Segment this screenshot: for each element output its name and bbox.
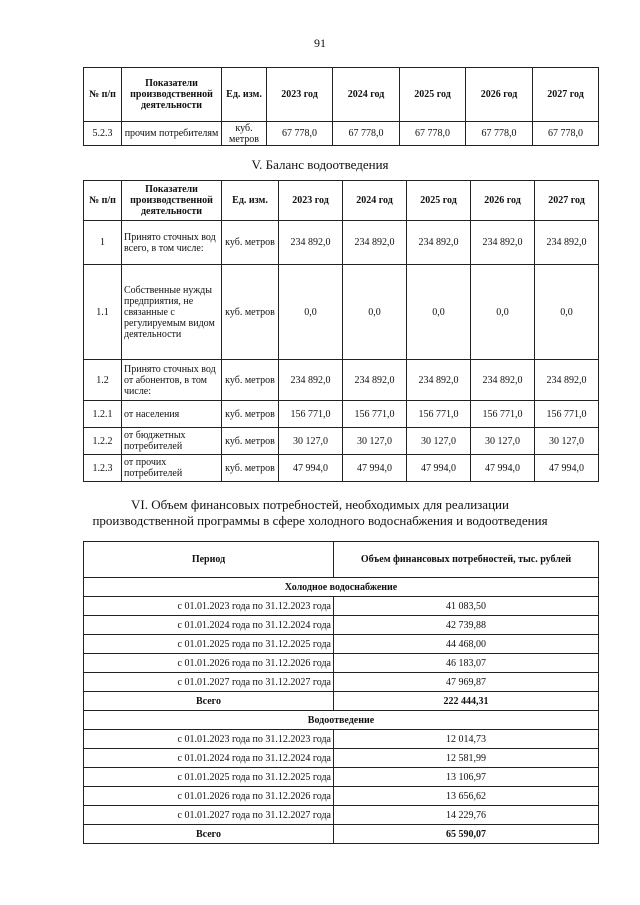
- col-header-2024: 2024 год: [343, 181, 407, 221]
- row-period: с 01.01.2024 года по 31.12.2024 года: [84, 616, 334, 635]
- col-header-2027: 2027 год: [533, 68, 599, 122]
- row-value-2024: 234 892,0: [343, 360, 407, 401]
- section-title-wastewater-balance: V. Баланс водоотведения: [251, 157, 389, 172]
- col-header-unit: Ед. изм.: [222, 181, 279, 221]
- row-value-2027: 156 771,0: [535, 401, 599, 428]
- row-value-2025: 234 892,0: [407, 221, 471, 265]
- row-value-2023: 156 771,0: [279, 401, 343, 428]
- col-header-2026: 2026 год: [471, 181, 535, 221]
- row-value-2023: 47 994,0: [279, 455, 343, 482]
- row-indicator: Собственные нужды предприятия, не связанные с регулируемым видом деятельности: [122, 265, 222, 360]
- table-row: [84, 730, 599, 749]
- col-header-number: № п/п: [84, 68, 122, 122]
- water-supply-balance-table-continued: [83, 67, 599, 146]
- row-value-2027: 234 892,0: [535, 360, 599, 401]
- row-value-2024: 0,0: [343, 265, 407, 360]
- row-number: 1: [84, 221, 122, 265]
- table-row: [84, 616, 599, 635]
- table-row: [84, 401, 599, 428]
- table-row: [84, 360, 599, 401]
- col-header-2024: 2024 год: [333, 68, 400, 122]
- table-row: [84, 806, 599, 825]
- col-header-indicator: Показатели производственной деятельности: [122, 68, 222, 122]
- row-unit: куб. метров: [222, 122, 267, 146]
- row-value: 42 739,88: [334, 616, 599, 635]
- row-period: с 01.01.2025 года по 31.12.2025 года: [84, 768, 334, 787]
- table-header-row: [84, 181, 599, 221]
- row-value-2025: 156 771,0: [407, 401, 471, 428]
- table-row: [84, 221, 599, 265]
- group-header-row: [84, 578, 599, 597]
- row-value: 47 969,87: [334, 673, 599, 692]
- row-value: 12 014,73: [334, 730, 599, 749]
- row-value-2025: 67 778,0: [400, 122, 466, 146]
- row-number: 1.2.2: [84, 428, 122, 455]
- row-period: с 01.01.2027 года по 31.12.2027 года: [84, 806, 334, 825]
- total-value: 222 444,31: [334, 692, 599, 711]
- group-header-row: [84, 711, 599, 730]
- row-value-2026: 30 127,0: [471, 428, 535, 455]
- page-number: 91: [314, 36, 326, 50]
- table-row: [84, 455, 599, 482]
- row-value-2027: 234 892,0: [535, 221, 599, 265]
- row-value-2026: 67 778,0: [466, 122, 533, 146]
- row-value-2027: 0,0: [535, 265, 599, 360]
- row-value: 14 229,76: [334, 806, 599, 825]
- row-value-2024: 67 778,0: [333, 122, 400, 146]
- total-value: 65 590,07: [334, 825, 599, 844]
- row-number: 5.2.3: [84, 122, 122, 146]
- table-header-row: [84, 542, 599, 578]
- row-period: с 01.01.2026 года по 31.12.2026 года: [84, 654, 334, 673]
- row-value-2024: 234 892,0: [343, 221, 407, 265]
- col-header-2023: 2023 год: [267, 68, 333, 122]
- section-title-financial-needs: [0, 497, 640, 529]
- group-title-wastewater: Водоотведение: [84, 711, 599, 730]
- col-header-number: № п/п: [84, 181, 122, 221]
- row-value-2025: 0,0: [407, 265, 471, 360]
- row-value-2023: 67 778,0: [267, 122, 333, 146]
- row-value-2026: 0,0: [471, 265, 535, 360]
- row-period: с 01.01.2025 года по 31.12.2025 года: [84, 635, 334, 654]
- row-indicator: от населения: [122, 401, 222, 428]
- row-value-2025: 30 127,0: [407, 428, 471, 455]
- total-label: Всего: [84, 825, 334, 844]
- section-title-line-1: VI. Объем финансовых потребностей, необходимых для реализации: [131, 497, 509, 512]
- col-header-2025: 2025 год: [400, 68, 466, 122]
- table-row: [84, 428, 599, 455]
- row-unit: куб. метров: [222, 265, 279, 360]
- row-indicator: от бюджетных потребителей: [122, 428, 222, 455]
- row-period: с 01.01.2024 года по 31.12.2024 года: [84, 749, 334, 768]
- row-value: 12 581,99: [334, 749, 599, 768]
- table-row: [84, 654, 599, 673]
- table-row: [84, 749, 599, 768]
- row-unit: куб. метров: [222, 401, 279, 428]
- col-header-value: Объем финансовых потребностей, тыс. рублей: [334, 542, 599, 578]
- col-header-2027: 2027 год: [535, 181, 599, 221]
- section-title-line-2: производственной программы в сфере холодного водоснабжения и водоотведения: [92, 513, 548, 528]
- row-period: с 01.01.2023 года по 31.12.2023 года: [84, 730, 334, 749]
- row-indicator: Принято сточных вод всего, в том числе:: [122, 221, 222, 265]
- row-value-2023: 0,0: [279, 265, 343, 360]
- row-value-2023: 30 127,0: [279, 428, 343, 455]
- table-row: [84, 122, 599, 146]
- row-value-2024: 30 127,0: [343, 428, 407, 455]
- row-value-2023: 234 892,0: [279, 221, 343, 265]
- col-header-period: Период: [84, 542, 334, 578]
- row-unit: куб. метров: [222, 428, 279, 455]
- row-unit: куб. метров: [222, 455, 279, 482]
- col-header-2023: 2023 год: [279, 181, 343, 221]
- row-value-2026: 234 892,0: [471, 221, 535, 265]
- table-row: [84, 635, 599, 654]
- row-value: 44 468,00: [334, 635, 599, 654]
- row-number: 1.2.1: [84, 401, 122, 428]
- row-value: 46 183,07: [334, 654, 599, 673]
- row-value: 13 106,97: [334, 768, 599, 787]
- row-value-2025: 234 892,0: [407, 360, 471, 401]
- col-header-2026: 2026 год: [466, 68, 533, 122]
- row-unit: куб. метров: [222, 360, 279, 401]
- row-value: 13 656,62: [334, 787, 599, 806]
- financial-needs-table: [83, 541, 599, 844]
- total-row: [84, 825, 599, 844]
- table-row: [84, 673, 599, 692]
- row-indicator: от прочих потребителей: [122, 455, 222, 482]
- table-row: [84, 265, 599, 360]
- row-value: 41 083,50: [334, 597, 599, 616]
- group-title-cold-water: Холодное водоснабжение: [84, 578, 599, 597]
- table-row: [84, 597, 599, 616]
- table-header-row: [84, 68, 599, 122]
- row-value-2025: 47 994,0: [407, 455, 471, 482]
- total-label: Всего: [84, 692, 334, 711]
- total-row: [84, 692, 599, 711]
- row-number: 1.2: [84, 360, 122, 401]
- row-value-2024: 47 994,0: [343, 455, 407, 482]
- row-value-2027: 47 994,0: [535, 455, 599, 482]
- row-value-2024: 156 771,0: [343, 401, 407, 428]
- row-indicator: прочим потребителям: [122, 122, 222, 146]
- row-number: 1.1: [84, 265, 122, 360]
- row-period: с 01.01.2023 года по 31.12.2023 года: [84, 597, 334, 616]
- row-value-2027: 67 778,0: [533, 122, 599, 146]
- table-row: [84, 768, 599, 787]
- row-value-2026: 234 892,0: [471, 360, 535, 401]
- row-value-2023: 234 892,0: [279, 360, 343, 401]
- row-value-2027: 30 127,0: [535, 428, 599, 455]
- row-value-2026: 156 771,0: [471, 401, 535, 428]
- row-value-2026: 47 994,0: [471, 455, 535, 482]
- row-period: с 01.01.2027 года по 31.12.2027 года: [84, 673, 334, 692]
- col-header-2025: 2025 год: [407, 181, 471, 221]
- wastewater-balance-table: [83, 180, 599, 482]
- table-row: [84, 787, 599, 806]
- row-unit: куб. метров: [222, 221, 279, 265]
- row-indicator: Принято сточных вод от абонентов, в том числе:: [122, 360, 222, 401]
- row-number: 1.2.3: [84, 455, 122, 482]
- col-header-indicator: Показатели производственной деятельности: [122, 181, 222, 221]
- row-period: с 01.01.2026 года по 31.12.2026 года: [84, 787, 334, 806]
- col-header-unit: Ед. изм.: [222, 68, 267, 122]
